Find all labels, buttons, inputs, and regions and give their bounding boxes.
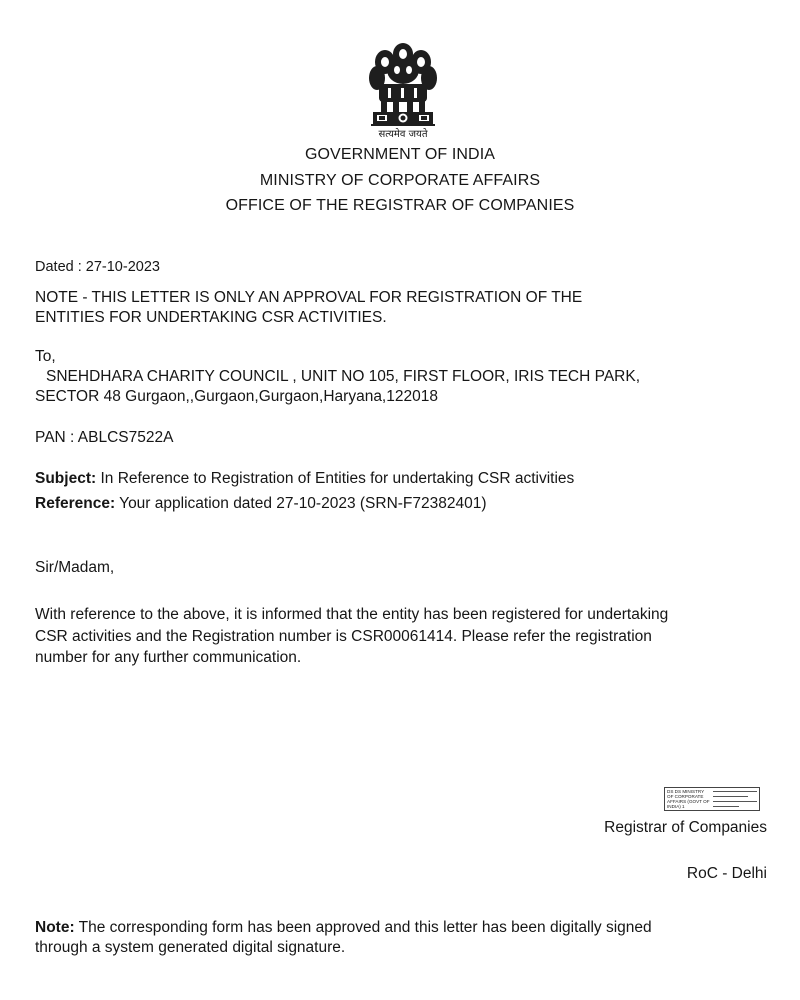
address-line-1: SNEHDHARA CHARITY COUNCIL , UNIT NO 105, FIRST FLOOR, IRIS TECH PARK, [46,368,640,385]
motto-text: सत्यमेव जयते [378,129,428,140]
reference-line [35,494,487,514]
header-office: OFFICE OF THE REGISTRAR OF COMPANIES [225,197,575,214]
national-emblem-icon [357,40,449,140]
footer-note-line-1 [35,918,652,938]
subject-line [35,469,574,489]
header-government: GOVERNMENT OF INDIA [304,146,496,163]
pan-number: PAN : ABLCS7522A [35,429,174,446]
signatory-designation: Registrar of Companies [604,819,767,836]
reference-label: Reference: [35,495,116,512]
signatory-office: RoC - Delhi [686,865,767,882]
address-line-2: SECTOR 48 Gurgaon,,Gurgaon,Gurgaon,Haryana,122018 [35,388,438,405]
footer-note-label: Note: [35,919,75,936]
subject-label: Subject: [35,470,97,487]
signature-stamp-details [711,789,757,809]
to-label: To, [35,348,56,365]
footer-note-line-2: through a system generated digital signature. [35,939,346,956]
body-line-3: number for any further communication. [35,649,302,666]
digital-signature-stamp [664,787,760,811]
salutation: Sir/Madam, [35,559,115,576]
letter-date: Dated : 27-10-2023 [35,259,160,275]
footer-note-text: The corresponding form has been approved and this letter has been digitally signed [74,919,652,936]
approval-note-line-1: NOTE - THIS LETTER IS ONLY AN APPROVAL FOR REGISTRATION OF THE [35,289,583,306]
subject-text: In Reference to Registration of Entities for undertaking CSR activities [96,470,575,487]
approval-note-line-2: ENTITIES FOR UNDERTAKING CSR ACTIVITIES. [35,309,387,326]
signature-stamp-text: DS DS MINISTRY OF CORPORATE AFFAIRS (GOVT OF INDIA) 1 [667,789,710,809]
reference-text: Your application dated 27-10-2023 (SRN-F72382401) [115,495,487,512]
body-line-1: With reference to the above, it is informed that the entity has been registered for undertaking [35,606,669,623]
header-ministry: MINISTRY OF CORPORATE AFFAIRS [259,172,541,189]
body-line-2: CSR activities and the Registration number is CSR00061414. Please refer the registration [35,628,652,645]
